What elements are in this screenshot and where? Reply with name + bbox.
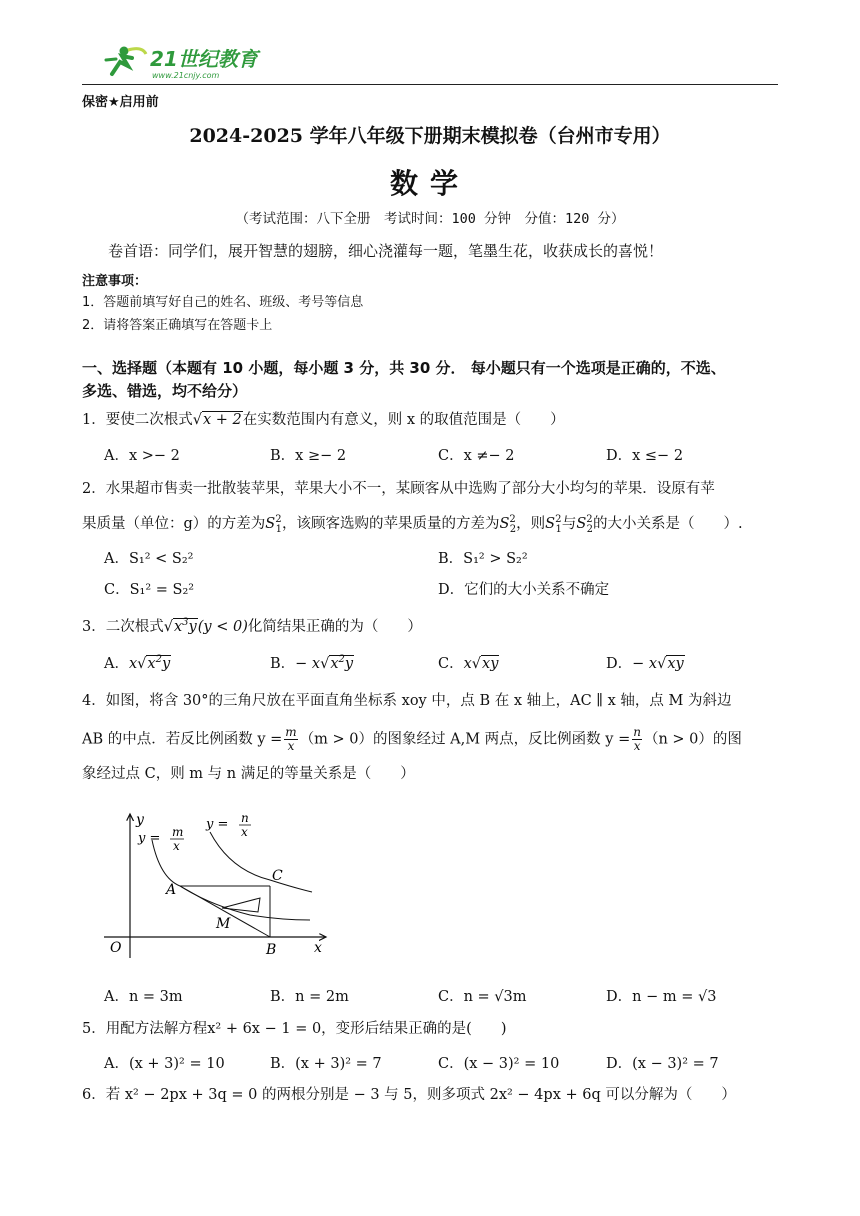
question-text: 象经过点 C，则 m 与 n 满足的等量关系是（ ） bbox=[82, 766, 415, 782]
question-text: 与 bbox=[561, 515, 577, 532]
option-label: D．− bbox=[606, 656, 645, 672]
sqrt-symbol: √ bbox=[192, 412, 202, 428]
motto: 卷首语：同学们，展开智慧的翅膀，细心浇灌每一题，笔墨生花，收获成长的喜悦！ bbox=[108, 242, 664, 260]
option-d[interactable]: D．− x√xy bbox=[606, 656, 684, 672]
header-divider bbox=[82, 84, 778, 85]
option-c[interactable]: C．(x − 3)² = 10 bbox=[438, 1056, 560, 1072]
radicand: x + 2 bbox=[202, 412, 242, 428]
notice-item: 1．答题前填写好自己的姓名、班级、考号等信息 bbox=[82, 295, 364, 310]
secret-label: 保密★启用前 bbox=[82, 95, 159, 110]
exam-title: 2024-2025 学年八年级下册期末模拟卷（台州市专用） bbox=[189, 125, 671, 147]
condition: (y < 0) bbox=[197, 618, 248, 635]
question-text: 3．二次根式 bbox=[82, 618, 164, 635]
option-c[interactable]: C．S₁² = S₂² bbox=[104, 582, 195, 598]
option-d[interactable]: D．n − m = √3 bbox=[606, 989, 717, 1005]
label-eq2: y = bbox=[206, 817, 229, 832]
label-eq1: y = bbox=[138, 831, 161, 846]
option-b[interactable]: B．S₁² > S₂² bbox=[438, 551, 528, 567]
notice-title: 注意事项： bbox=[82, 274, 148, 289]
question-6: 6．若 x² − 2px + 3q = 0 的两根分别是 − 3 与 5，则多项式 2x² − 4px + 6q 可以分解为（ ） bbox=[82, 1087, 736, 1103]
question-text: 1．要使二次根式 bbox=[82, 412, 193, 428]
question-text: 果质量（单位：g）的方差为 bbox=[82, 515, 266, 532]
label-b: B bbox=[266, 942, 277, 958]
logo-url: www.21cnjy.com bbox=[152, 71, 220, 80]
question-text: AB 的中点．若反比例函数 y = bbox=[82, 731, 283, 748]
coordinate-figure bbox=[100, 810, 340, 960]
label-eq1-num: m bbox=[172, 825, 184, 839]
notice-item: 2．请将答案正确填写在答题卡上 bbox=[82, 318, 273, 333]
figure-svg bbox=[100, 810, 340, 960]
question-text: （n > 0）的图 bbox=[643, 731, 742, 748]
subject-title: 数学 bbox=[389, 167, 470, 200]
option-label: A． bbox=[104, 656, 129, 672]
option-c[interactable]: C．n = √3m bbox=[438, 989, 527, 1005]
option-label: B．− bbox=[270, 656, 308, 672]
label-a: A bbox=[166, 882, 177, 898]
sqrt-symbol: √ bbox=[163, 618, 173, 635]
option-b[interactable]: B．(x + 3)² = 7 bbox=[270, 1056, 382, 1072]
curve-n bbox=[210, 832, 312, 892]
label-eq1-den: x bbox=[173, 839, 180, 853]
label-origin: O bbox=[110, 940, 122, 956]
option-b[interactable]: B．n = 2m bbox=[270, 989, 349, 1005]
question-3: 3．二次根式$√x^3y(y < 0)$化简结果正确的为（ ） bbox=[82, 617, 422, 635]
section-heading bbox=[82, 357, 782, 403]
question-5: 5．用配方法解方程x² + 6x − 1 = 0，变形后结果正确的是( ) bbox=[82, 1021, 507, 1037]
question-1 bbox=[82, 409, 782, 431]
option-c[interactable]: C．x ≠− 2 bbox=[438, 448, 515, 464]
option-d[interactable]: D．(x − 3)² = 7 bbox=[606, 1056, 719, 1072]
option-a[interactable]: A．S₁² < S₂² bbox=[104, 551, 194, 567]
option-d[interactable]: D．x ≤− 2 bbox=[606, 448, 684, 464]
option-d[interactable]: D．它们的大小关系不确定 bbox=[438, 582, 610, 598]
section-heading-line: 多选、错选，均不给分） bbox=[82, 382, 248, 400]
triangle-ruler-hole bbox=[222, 898, 260, 912]
option-a[interactable]: A．(x + 3)² = 10 bbox=[104, 1056, 225, 1072]
option-c[interactable]: C．x√xy bbox=[438, 656, 499, 672]
label-eq2-den: x bbox=[241, 825, 248, 839]
option-a[interactable]: A．x >− 2 bbox=[104, 448, 180, 464]
question-text-line: 果质量（单位：g）的方差为$S^2_1$，该顾客选购的苹果质量的方差为$S^2_2$，则$S^2_1$与$S^2_2$的大小关系是（ ）. bbox=[82, 514, 743, 535]
section-heading-line: 一、选择题（本题有 10 小题，每小题 3 分，共 30 分． 每小题只有一个选项是正确的，不选、 bbox=[82, 359, 726, 377]
logo bbox=[102, 44, 272, 82]
question-text: 在实数范围内有意义，则 x 的取值范围是（ ） bbox=[242, 412, 565, 428]
exam-info: （考试范围：八下全册 考试时间：100 分钟 分值：120 分） bbox=[235, 211, 625, 227]
question-text: ，该顾客选购的苹果质量的方差为 bbox=[281, 515, 500, 532]
label-eq2-num: n bbox=[241, 811, 249, 825]
option-a[interactable]: A．n = 3m bbox=[104, 989, 183, 1005]
logo-runner-icon bbox=[102, 44, 272, 82]
question-2 bbox=[82, 478, 782, 541]
option-b[interactable]: B．x ≥− 2 bbox=[270, 448, 347, 464]
question-text-line: AB 的中点．若反比例函数 y = $\frac{m}{x}$ （m > 0）的图象经过 A,M 两点，反比例函数 y = $\frac{n}{x}$ （n > 0）的图 bbox=[82, 725, 742, 753]
question-text: 的大小关系是（ ）. bbox=[593, 515, 743, 532]
question-text: （m > 0）的图象经过 A,M 两点，反比例函数 y = bbox=[299, 731, 631, 748]
label-c: C bbox=[272, 868, 283, 884]
question-text: 4．如图，将含 30°的三角尺放在平面直角坐标系 xoy 中，点 B 在 x 轴上，AC ∥ x 轴，点 M 为斜边 bbox=[82, 693, 732, 709]
question-text: 化简结果正确的为（ ） bbox=[247, 618, 422, 635]
question-text: 2．水果超市售卖一批散装苹果，苹果大小不一，某顾客从中选购了部分大小均匀的苹果．设原有苹 bbox=[82, 481, 715, 497]
question-4 bbox=[82, 690, 782, 785]
option-label: C． bbox=[438, 656, 464, 672]
label-y: y bbox=[136, 812, 144, 828]
option-b[interactable]: B．− $x√x^2y$ bbox=[270, 654, 354, 672]
label-x: x bbox=[314, 940, 322, 956]
question-text: ，则 bbox=[516, 515, 546, 532]
label-m: M bbox=[216, 916, 231, 932]
option-a[interactable]: A．$x√x^2y$ bbox=[104, 654, 171, 672]
logo-text: 21世纪教育 bbox=[150, 47, 258, 71]
